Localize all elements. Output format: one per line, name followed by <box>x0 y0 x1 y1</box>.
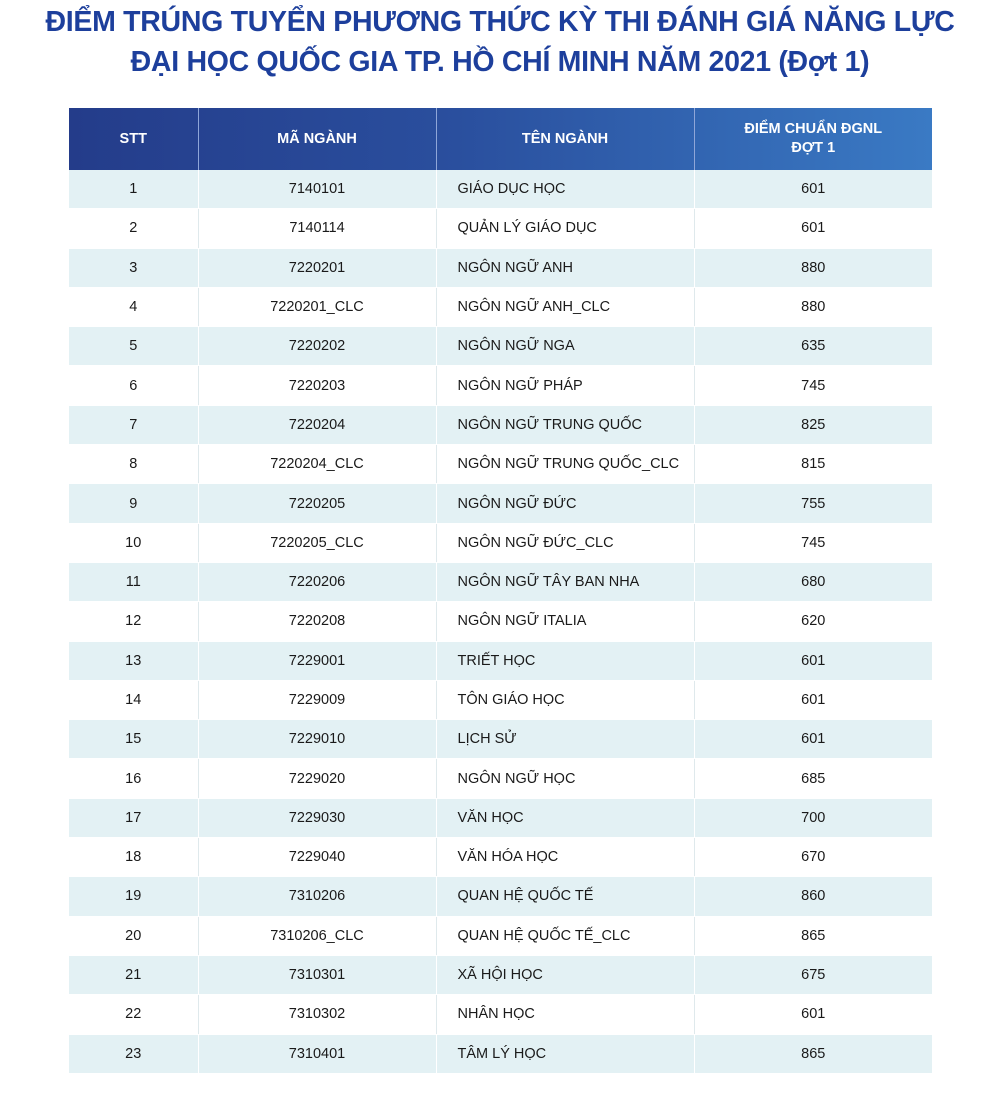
cell-stt: 17 <box>69 798 198 837</box>
cell-stt: 6 <box>69 366 198 405</box>
cell-name: XÃ HỘI HỌC <box>436 955 694 994</box>
cell-score: 860 <box>694 877 932 916</box>
cell-code: 7220202 <box>198 327 436 366</box>
table-row <box>69 1034 932 1073</box>
cell-code: 7229009 <box>198 680 436 719</box>
cell-stt: 13 <box>69 641 198 680</box>
header-code: MÃ NGÀNH <box>198 108 436 170</box>
cell-stt: 5 <box>69 327 198 366</box>
cell-code: 7310301 <box>198 955 436 994</box>
cell-stt: 14 <box>69 680 198 719</box>
cell-stt: 19 <box>69 877 198 916</box>
cell-score: 815 <box>694 445 932 484</box>
cell-name: TÔN GIÁO HỌC <box>436 680 694 719</box>
cell-stt: 8 <box>69 445 198 484</box>
cell-stt: 15 <box>69 720 198 759</box>
table-row <box>69 720 932 759</box>
cell-score: 865 <box>694 916 932 955</box>
table-row <box>69 562 932 601</box>
cell-score: 601 <box>694 209 932 248</box>
cell-score: 700 <box>694 798 932 837</box>
table-row <box>69 209 932 248</box>
cell-name: NGÔN NGỮ TRUNG QUỐC <box>436 405 694 444</box>
cell-code: 7220204 <box>198 405 436 444</box>
cell-score: 755 <box>694 484 932 523</box>
cell-name: NGÔN NGỮ HỌC <box>436 759 694 798</box>
cell-score: 865 <box>694 1034 932 1073</box>
cell-code: 7310206 <box>198 877 436 916</box>
cell-code: 7229010 <box>198 720 436 759</box>
table-row <box>69 248 932 287</box>
cell-code: 7310401 <box>198 1034 436 1073</box>
cell-stt: 22 <box>69 995 198 1034</box>
table-row <box>69 602 932 641</box>
cell-code: 7220206 <box>198 562 436 601</box>
table-row <box>69 327 932 366</box>
cell-name: NGÔN NGỮ ĐỨC_CLC <box>436 523 694 562</box>
cell-name: NGÔN NGỮ ANH_CLC <box>436 287 694 326</box>
cell-stt: 3 <box>69 248 198 287</box>
cell-stt: 23 <box>69 1034 198 1073</box>
cell-code: 7220201_CLC <box>198 287 436 326</box>
table-row <box>69 916 932 955</box>
cell-code: 7140114 <box>198 209 436 248</box>
cell-name: LỊCH SỬ <box>436 720 694 759</box>
cell-name: NGÔN NGỮ ITALIA <box>436 602 694 641</box>
cell-code: 7220204_CLC <box>198 445 436 484</box>
cell-name: QUAN HỆ QUỐC TẾ_CLC <box>436 916 694 955</box>
cell-name: TRIẾT HỌC <box>436 641 694 680</box>
table-row <box>69 523 932 562</box>
cell-score: 675 <box>694 955 932 994</box>
cell-stt: 2 <box>69 209 198 248</box>
cell-stt: 10 <box>69 523 198 562</box>
admission-score-table <box>69 108 932 1074</box>
cell-score: 745 <box>694 366 932 405</box>
cell-code: 7140101 <box>198 170 436 209</box>
cell-stt: 1 <box>69 170 198 209</box>
table-row <box>69 759 932 798</box>
cell-name: VĂN HÓA HỌC <box>436 838 694 877</box>
cell-code: 7220203 <box>198 366 436 405</box>
cell-score: 825 <box>694 405 932 444</box>
cell-code: 7220205_CLC <box>198 523 436 562</box>
table-row <box>69 798 932 837</box>
cell-stt: 18 <box>69 838 198 877</box>
cell-code: 7229040 <box>198 838 436 877</box>
header-stt: STT <box>69 108 198 170</box>
cell-name: NGÔN NGỮ TRUNG QUỐC_CLC <box>436 445 694 484</box>
header-row <box>69 108 932 170</box>
cell-name: NGÔN NGỮ TÂY BAN NHA <box>436 562 694 601</box>
table-row <box>69 641 932 680</box>
cell-name: QUAN HỆ QUỐC TẾ <box>436 877 694 916</box>
table-row <box>69 877 932 916</box>
cell-name: NGÔN NGỮ NGA <box>436 327 694 366</box>
table-row <box>69 170 932 209</box>
header-score-line-2: ĐỢT 1 <box>791 140 836 156</box>
title-line-1: ĐIỂM TRÚNG TUYỂN PHƯƠNG THỨC KỲ THI ĐÁNH GIÁ NĂNG LỰC <box>45 6 955 38</box>
cell-stt: 11 <box>69 562 198 601</box>
table-header <box>69 108 932 170</box>
page-title <box>0 2 1000 82</box>
cell-name: VĂN HỌC <box>436 798 694 837</box>
table-row <box>69 955 932 994</box>
header-name: TÊN NGÀNH <box>436 108 694 170</box>
cell-name: NGÔN NGỮ ĐỨC <box>436 484 694 523</box>
cell-stt: 20 <box>69 916 198 955</box>
cell-score: 745 <box>694 523 932 562</box>
title-line-2: ĐẠI HỌC QUỐC GIA TP. HỒ CHÍ MINH NĂM 2021 (Đợt 1) <box>130 46 870 78</box>
cell-score: 685 <box>694 759 932 798</box>
cell-score: 601 <box>694 170 932 209</box>
cell-score: 635 <box>694 327 932 366</box>
cell-stt: 7 <box>69 405 198 444</box>
cell-code: 7229001 <box>198 641 436 680</box>
cell-score: 601 <box>694 995 932 1034</box>
cell-code: 7220208 <box>198 602 436 641</box>
table-row <box>69 680 932 719</box>
cell-stt: 12 <box>69 602 198 641</box>
cell-name: NHÂN HỌC <box>436 995 694 1034</box>
table-body <box>69 170 932 1073</box>
cell-name: QUẢN LÝ GIÁO DỤC <box>436 209 694 248</box>
cell-score: 670 <box>694 838 932 877</box>
cell-code: 7310206_CLC <box>198 916 436 955</box>
cell-stt: 16 <box>69 759 198 798</box>
header-score-line-1: ĐIỂM CHUẨN ĐGNL <box>744 121 883 137</box>
table-row <box>69 405 932 444</box>
table-row <box>69 287 932 326</box>
cell-code: 7229030 <box>198 798 436 837</box>
cell-name: TÂM LÝ HỌC <box>436 1034 694 1073</box>
cell-name: GIÁO DỤC HỌC <box>436 170 694 209</box>
cell-score: 601 <box>694 641 932 680</box>
cell-score: 601 <box>694 680 932 719</box>
cell-code: 7229020 <box>198 759 436 798</box>
table-row <box>69 484 932 523</box>
admission-score-table-container <box>69 108 932 1074</box>
cell-name: NGÔN NGỮ PHÁP <box>436 366 694 405</box>
cell-name: NGÔN NGỮ ANH <box>436 248 694 287</box>
table-row <box>69 838 932 877</box>
table-row <box>69 445 932 484</box>
cell-code: 7310302 <box>198 995 436 1034</box>
cell-score: 880 <box>694 287 932 326</box>
cell-stt: 9 <box>69 484 198 523</box>
cell-score: 620 <box>694 602 932 641</box>
header-score <box>694 108 932 170</box>
cell-stt: 4 <box>69 287 198 326</box>
cell-stt: 21 <box>69 955 198 994</box>
cell-code: 7220205 <box>198 484 436 523</box>
table-row <box>69 995 932 1034</box>
table-row <box>69 366 932 405</box>
cell-code: 7220201 <box>198 248 436 287</box>
cell-score: 880 <box>694 248 932 287</box>
cell-score: 680 <box>694 562 932 601</box>
cell-score: 601 <box>694 720 932 759</box>
